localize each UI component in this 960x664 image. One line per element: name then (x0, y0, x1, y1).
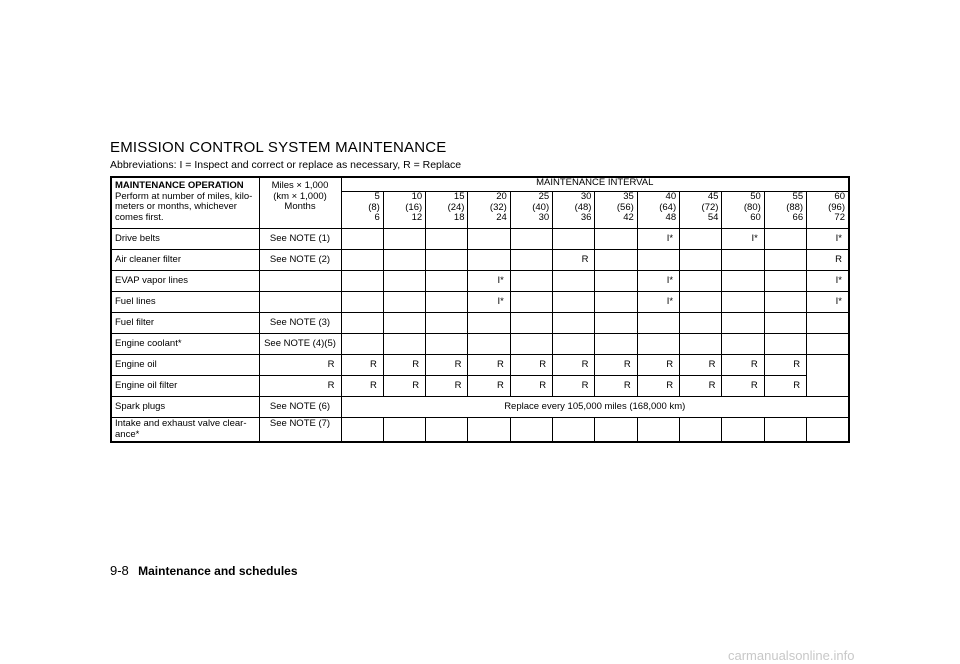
interval-months: 24 (496, 212, 507, 223)
interval-cell: I* (807, 229, 849, 250)
interval-cell (510, 334, 552, 355)
interval-header: MAINTENANCE INTERVAL (341, 177, 849, 192)
interval-column-header (468, 192, 510, 229)
months-header-line: Months (284, 201, 316, 212)
interval-cell (807, 334, 849, 355)
merged-interval-cell: Replace every 105,000 miles (168,000 km) (341, 397, 849, 418)
interval-cell: R (553, 250, 595, 271)
interval-cell (510, 229, 552, 250)
interval-cell (426, 418, 468, 443)
interval-column-header (637, 192, 679, 229)
interval-months: 12 (411, 212, 423, 223)
interval-cell (680, 292, 722, 313)
interval-cell (680, 334, 722, 355)
interval-km: (16) (405, 201, 423, 213)
interval-miles: 60 (834, 191, 845, 202)
interval-cell (764, 271, 806, 292)
interval-cell (553, 229, 595, 250)
interval-cell: R (553, 355, 595, 376)
interval-cell (807, 418, 849, 443)
interval-column-header (383, 192, 425, 229)
interval-cell: R (383, 355, 425, 376)
interval-cell (468, 313, 510, 334)
interval-cell (764, 313, 806, 334)
interval-cell (468, 334, 510, 355)
interval-cell (510, 271, 552, 292)
interval-months: 18 (453, 212, 465, 223)
table-row (111, 271, 849, 292)
interval-cell (595, 229, 637, 250)
interval-cell: R (807, 250, 849, 271)
interval-cell (468, 418, 510, 443)
interval-cell: I* (468, 292, 510, 313)
interval-months: 66 (792, 212, 804, 223)
page-footer (110, 563, 298, 578)
interval-cell (637, 250, 679, 271)
interval-cell (637, 418, 679, 443)
interval-months: 6 (374, 212, 380, 223)
interval-cell (637, 334, 679, 355)
interval-cell (468, 250, 510, 271)
interval-column-header (764, 192, 806, 229)
interval-cell (510, 418, 552, 443)
note-cell: R (259, 376, 341, 397)
interval-months: 48 (665, 212, 677, 223)
interval-cell: R (426, 376, 468, 397)
interval-cell: R (680, 376, 722, 397)
miles-header-line: Miles × 1,000 (271, 180, 329, 191)
abbreviations-note: Abbreviations: I = Inspect and correct or replace as necessary, R = Replace (110, 159, 462, 171)
interval-column-header (807, 192, 849, 229)
interval-cell (510, 250, 552, 271)
interval-miles: 55 (792, 191, 804, 202)
interval-cell (553, 334, 595, 355)
interval-km: (80) (743, 201, 761, 213)
interval-cell (722, 292, 764, 313)
interval-cell (510, 313, 552, 334)
interval-km: (8) (368, 201, 380, 213)
interval-cell (680, 271, 722, 292)
interval-cell (383, 250, 425, 271)
interval-cell: R (510, 376, 552, 397)
interval-cell: I* (637, 271, 679, 292)
interval-cell (764, 229, 806, 250)
table-row (111, 229, 849, 250)
miles-header (259, 177, 341, 229)
interval-column-header (341, 192, 383, 229)
interval-cell (383, 313, 425, 334)
interval-cell (426, 229, 468, 250)
interval-miles: 10 (411, 191, 423, 202)
interval-cell (426, 313, 468, 334)
interval-cell (341, 292, 383, 313)
table-row (111, 418, 849, 443)
km-header-line: (km × 1,000) (273, 190, 327, 202)
table-row (111, 313, 849, 334)
interval-cell: R (553, 376, 595, 397)
operation-cell: Engine oil (111, 355, 259, 376)
interval-months: 54 (707, 212, 719, 223)
interval-cell (595, 250, 637, 271)
section-name: Maintenance and schedules (138, 564, 298, 578)
note-cell: See NOTE (6) (259, 397, 341, 418)
interval-column-header (553, 192, 595, 229)
interval-cell: R (722, 376, 764, 397)
interval-cell (637, 313, 679, 334)
interval-cell (426, 271, 468, 292)
interval-km: (32) (489, 201, 507, 213)
interval-cell (595, 418, 637, 443)
interval-cell (341, 334, 383, 355)
interval-cell (341, 313, 383, 334)
interval-cell (553, 313, 595, 334)
operation-cell: Fuel filter (111, 313, 259, 334)
interval-cell (722, 271, 764, 292)
interval-column-header (595, 192, 637, 229)
interval-miles: 35 (623, 191, 634, 202)
interval-cell (764, 250, 806, 271)
table-row (111, 250, 849, 271)
interval-column-header (680, 192, 722, 229)
interval-cell (680, 250, 722, 271)
interval-cell (764, 418, 806, 443)
interval-cell: R (595, 355, 637, 376)
interval-column-header (510, 192, 552, 229)
interval-cell (722, 418, 764, 443)
interval-column-header (722, 192, 764, 229)
operation-header-desc: Perform at number of miles, kilo-meters or months, whichever comes first. (115, 190, 253, 223)
interval-cell (553, 292, 595, 313)
interval-cell (722, 250, 764, 271)
operation-cell: Drive belts (111, 229, 259, 250)
interval-cell (383, 418, 425, 443)
interval-cell (722, 334, 764, 355)
interval-cell (383, 334, 425, 355)
interval-months: 60 (750, 212, 761, 223)
interval-cell (426, 292, 468, 313)
note-cell: See NOTE (1) (259, 229, 341, 250)
interval-cell: R (510, 355, 552, 376)
interval-cell: R (637, 376, 679, 397)
interval-cell (764, 292, 806, 313)
interval-cell: R (595, 376, 637, 397)
interval-cell: I* (468, 271, 510, 292)
interval-cell: I* (637, 229, 679, 250)
note-cell (259, 292, 341, 313)
interval-miles: 45 (707, 191, 719, 202)
interval-cell (510, 292, 552, 313)
interval-cell (426, 250, 468, 271)
interval-km: (48) (574, 201, 592, 213)
table-row (111, 397, 849, 418)
interval-cell: R (764, 355, 806, 376)
interval-cell (468, 229, 510, 250)
operation-cell: Air cleaner filter (111, 250, 259, 271)
note-cell: See NOTE (7) (259, 418, 341, 443)
interval-cell (595, 313, 637, 334)
interval-months: 30 (538, 212, 550, 223)
interval-cell (722, 313, 764, 334)
note-cell: See NOTE (4)(5) (259, 334, 341, 355)
note-cell: R (259, 355, 341, 376)
page-title: EMISSION CONTROL SYSTEM MAINTENANCE (110, 139, 447, 156)
table-header-row (111, 177, 849, 192)
interval-cell (341, 271, 383, 292)
interval-cell: R (722, 355, 764, 376)
interval-miles: 20 (496, 191, 507, 202)
note-cell: See NOTE (3) (259, 313, 341, 334)
interval-cell: R (383, 376, 425, 397)
interval-cell: R (426, 355, 468, 376)
interval-cell (680, 418, 722, 443)
interval-cell (341, 250, 383, 271)
interval-cell: R (341, 355, 383, 376)
operation-cell: Spark plugs (111, 397, 259, 418)
interval-cell: R (341, 376, 383, 397)
table-row (111, 292, 849, 313)
note-cell: See NOTE (2) (259, 250, 341, 271)
interval-cell (595, 271, 637, 292)
interval-cell: R (468, 376, 510, 397)
table-row (111, 355, 849, 376)
operation-cell: Engine coolant* (111, 334, 259, 355)
watermark: carmanualsonline.info (728, 648, 855, 663)
interval-cell (595, 292, 637, 313)
interval-cell (553, 418, 595, 443)
interval-km: (56) (616, 201, 634, 213)
interval-cell (383, 292, 425, 313)
interval-cell: R (637, 355, 679, 376)
interval-column-header (426, 192, 468, 229)
interval-cell: I* (807, 271, 849, 292)
operation-cell: Intake and exhaust valve clear-ance* (111, 418, 259, 443)
interval-cell (341, 418, 383, 443)
interval-months: 36 (580, 212, 592, 223)
interval-months: 72 (834, 212, 845, 223)
table-row (111, 334, 849, 355)
interval-cell (595, 334, 637, 355)
interval-cell: I* (807, 292, 849, 313)
page-number: 9-8 (110, 563, 129, 578)
operation-header (111, 177, 259, 229)
interval-cell: I* (637, 292, 679, 313)
maintenance-table (110, 176, 850, 443)
interval-cell (553, 271, 595, 292)
interval-km: (88) (786, 201, 804, 213)
interval-miles: 30 (580, 191, 592, 202)
interval-miles: 50 (750, 191, 761, 202)
interval-cell: R (764, 376, 806, 397)
note-cell (259, 271, 341, 292)
interval-cell (426, 334, 468, 355)
operation-cell: Engine oil filter (111, 376, 259, 397)
interval-cell (341, 229, 383, 250)
interval-cell: R (680, 355, 722, 376)
interval-miles: 40 (665, 191, 677, 202)
interval-km: (40) (532, 201, 550, 213)
interval-cell (383, 229, 425, 250)
interval-km: (24) (447, 201, 465, 213)
interval-cell (383, 271, 425, 292)
interval-cell: R (468, 355, 510, 376)
interval-cell (807, 313, 849, 334)
operation-header-title: MAINTENANCE OPERATION (115, 180, 244, 191)
interval-miles: 25 (538, 191, 550, 202)
interval-km: (72) (701, 201, 719, 213)
operation-cell: Fuel lines (111, 292, 259, 313)
interval-months: 42 (623, 212, 634, 223)
table-row (111, 376, 849, 397)
interval-cell (680, 313, 722, 334)
interval-cell: I* (722, 229, 764, 250)
interval-cell (680, 229, 722, 250)
interval-km: (96) (828, 201, 845, 213)
interval-miles: 5 (374, 191, 380, 202)
interval-miles: 15 (453, 191, 465, 202)
interval-km: (64) (659, 201, 677, 213)
operation-cell: EVAP vapor lines (111, 271, 259, 292)
interval-cell (764, 334, 806, 355)
